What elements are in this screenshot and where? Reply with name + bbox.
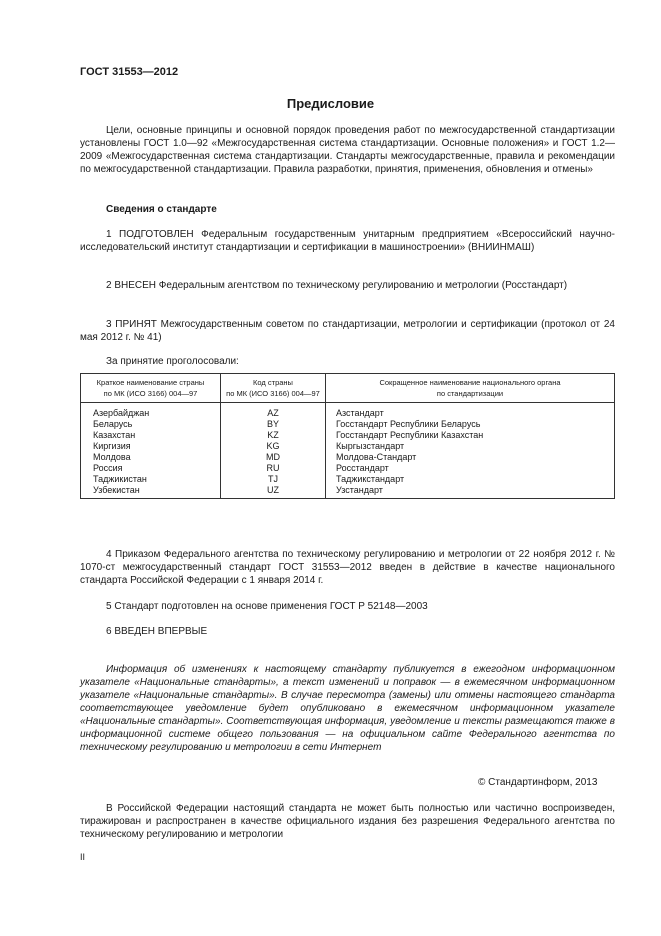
country-cell: Таджикистан: [93, 474, 147, 484]
header-country-line1: Краткое наименование страны: [96, 378, 205, 387]
table-row: [81, 474, 615, 485]
body-cell: Госстандарт Республики Беларусь: [326, 419, 615, 430]
info-heading: Сведения о стандарте: [106, 204, 217, 215]
page-title: Предисловие: [286, 96, 375, 111]
country-cell: Беларусь: [93, 419, 133, 429]
header-code-line1: Код страны: [253, 378, 293, 387]
code-cell: RU: [221, 463, 326, 474]
country-cell: Россия: [93, 463, 123, 473]
header-code: [221, 374, 326, 403]
table-row: [81, 403, 615, 420]
table-row: [81, 419, 615, 430]
table-row: [81, 463, 615, 474]
copyright: © Стандартинформ, 2013: [478, 777, 598, 788]
item-1: 1 ПОДГОТОВЛЕН Федеральным государственным унитарным предприятием «Всероссийский научно-исследовательский институт стандартизации и сертификации в машиностроении» (ВНИИНМАШ): [80, 229, 615, 253]
changes-info: Информация об изменениях к настоящему стандарту публикуется в ежегодном информационном указателе «Национальные стандарты», а текст изменений и поправок — в ежемесячном информационном указателе «Национальные стандарты». В случае пересмотра (замены) или отмены настоящего стандарта соответствующее уведомление будет опубликовано в ежемесячном информационном указателе «Национальные стандарты». Соответствующая информация, уведомление и тексты размещаются также в информационной системе общего пользования — на официальном сайте Федерального агентства по техническому регулированию и метрологии в сети Интернет: [80, 664, 615, 753]
header-body-line1: Сокращенное наименование национального органа: [379, 378, 561, 387]
table-row: [81, 430, 615, 441]
body-cell: Узстандарт: [326, 485, 615, 499]
country-cell: Киргизия: [93, 441, 131, 451]
body-cell: Таджикстандарт: [326, 474, 615, 485]
code-cell: KG: [221, 441, 326, 452]
intro-paragraph: Цели, основные принципы и основной порядок проведения работ по межгосударственной стандартизации установлены ГОСТ 1.0—92 «Межгосударственная система стандартизации. Основные положения» и ГОСТ 1.2—2009 «Межгосударственная система стандартизации. Стандарты межгосударственные, правила и рекомендации по межгосударственной стандартизации. Правила разработки, принятия, применения, обновления и отмены»: [80, 125, 615, 175]
code-cell: KZ: [221, 430, 326, 441]
code-cell: BY: [221, 419, 326, 430]
table-row: [81, 485, 615, 499]
doc-code: ГОСТ 31553—2012: [80, 66, 179, 78]
header-code-line2: по МК (ИСО 3166) 004—97: [226, 389, 320, 398]
item-2: 2 ВНЕСЕН Федеральным агентством по техническому регулированию и метрологии (Росстандарт): [106, 280, 568, 291]
item-3: 3 ПРИНЯТ Межгосударственным советом по стандартизации, метрологии и сертификации (протокол от 24 мая 2012 г. № 41): [80, 319, 615, 343]
code-cell: UZ: [221, 485, 326, 499]
country-cell: Азербайджан: [93, 408, 150, 418]
body-cell: Росстандарт: [326, 463, 615, 474]
table-row: [81, 452, 615, 463]
code-cell: TJ: [221, 474, 326, 485]
item-4: 4 Приказом Федерального агентства по техническому регулированию и метрологии от 22 ноября 2012 г. № 1070-ст межгосударственный стандарт ГОСТ 31553—2012 введен в действие в качестве национального стандарта Российской Федерации с 1 января 2014 г.: [80, 549, 615, 586]
body-cell: Госстандарт Республики Казахстан: [326, 430, 615, 441]
votes-table: [80, 373, 615, 499]
vote-caption: За принятие проголосовали:: [106, 356, 239, 367]
country-cell: Узбекистан: [93, 485, 140, 495]
page-number: II: [80, 852, 86, 862]
item-5: 5 Стандарт подготовлен на основе применения ГОСТ Р 52148—2003: [106, 601, 428, 612]
table-row: [81, 441, 615, 452]
body-cell: Кыргызстандарт: [326, 441, 615, 452]
country-cell: Молдова: [93, 452, 131, 462]
item-6: 6 ВВЕДЕН ВПЕРВЫЕ: [106, 626, 208, 637]
header-country-line2: по МК (ИСО 3166) 004—97: [103, 389, 198, 398]
header-body-line2: по стандартизации: [436, 389, 504, 398]
body-cell: Азстандарт: [326, 403, 615, 420]
body-cell: Молдова-Стандарт: [326, 452, 615, 463]
header-country: [81, 374, 221, 403]
code-cell: AZ: [221, 403, 326, 420]
header-body: [326, 374, 615, 403]
rights-notice: В Российской Федерации настоящий стандарта не может быть полностью или частично воспроизведен, тиражирован и распространен в качестве официального издания без разрешения Федерального агентства по техническому регулированию и метрологии: [80, 803, 615, 840]
country-cell: Казахстан: [93, 430, 136, 440]
code-cell: MD: [221, 452, 326, 463]
